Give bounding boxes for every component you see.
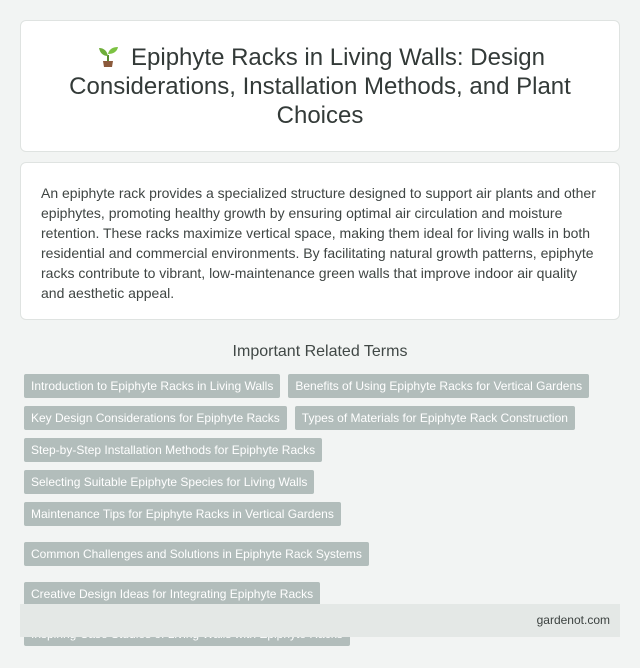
related-term-tag[interactable]: Common Challenges and Solutions in Epiphyte Rack Systems xyxy=(24,542,369,566)
page-title xyxy=(51,43,589,130)
related-term-tag[interactable]: Benefits of Using Epiphyte Racks for Vertical Gardens xyxy=(288,374,589,398)
site-credit[interactable]: gardenot.com xyxy=(536,613,610,627)
page-title-text: Epiphyte Racks in Living Walls: Design Considerations, Installation Methods, and Plant Choices xyxy=(69,43,571,129)
related-term-tag[interactable]: Maintenance Tips for Epiphyte Racks in Vertical Gardens xyxy=(24,502,341,526)
related-term-tag[interactable]: Types of Materials for Epiphyte Rack Construction xyxy=(295,406,575,430)
related-term-tag[interactable]: Creative Design Ideas for Integrating Epiphyte Racks xyxy=(24,582,320,606)
description-text: An epiphyte rack provides a specialized structure designed to support air plants and other epiphytes, promoting healthy growth by ensuring optimal air circulation and moisture retention. These racks maximize vertical space, making them ideal for living walls in both residential and commercial environments. By facilitating natural growth patterns, epiphyte racks contribute to vibrant, low-maintenance green walls that improve indoor air quality and aesthetic appeal. xyxy=(41,185,596,301)
related-term-tag[interactable]: Selecting Suitable Epiphyte Species for Living Walls xyxy=(24,470,314,494)
title-card xyxy=(20,20,620,152)
related-term-tag[interactable]: Introduction to Epiphyte Racks in Living Walls xyxy=(24,374,280,398)
description-card xyxy=(20,162,620,320)
footer xyxy=(20,604,620,637)
related-term-tag[interactable]: Key Design Considerations for Epiphyte Racks xyxy=(24,406,287,430)
related-terms-heading: Important Related Terms xyxy=(232,343,408,360)
related-term-tag[interactable]: Step-by-Step Installation Methods for Epiphyte Racks xyxy=(24,438,322,462)
sprout-icon xyxy=(95,44,121,68)
